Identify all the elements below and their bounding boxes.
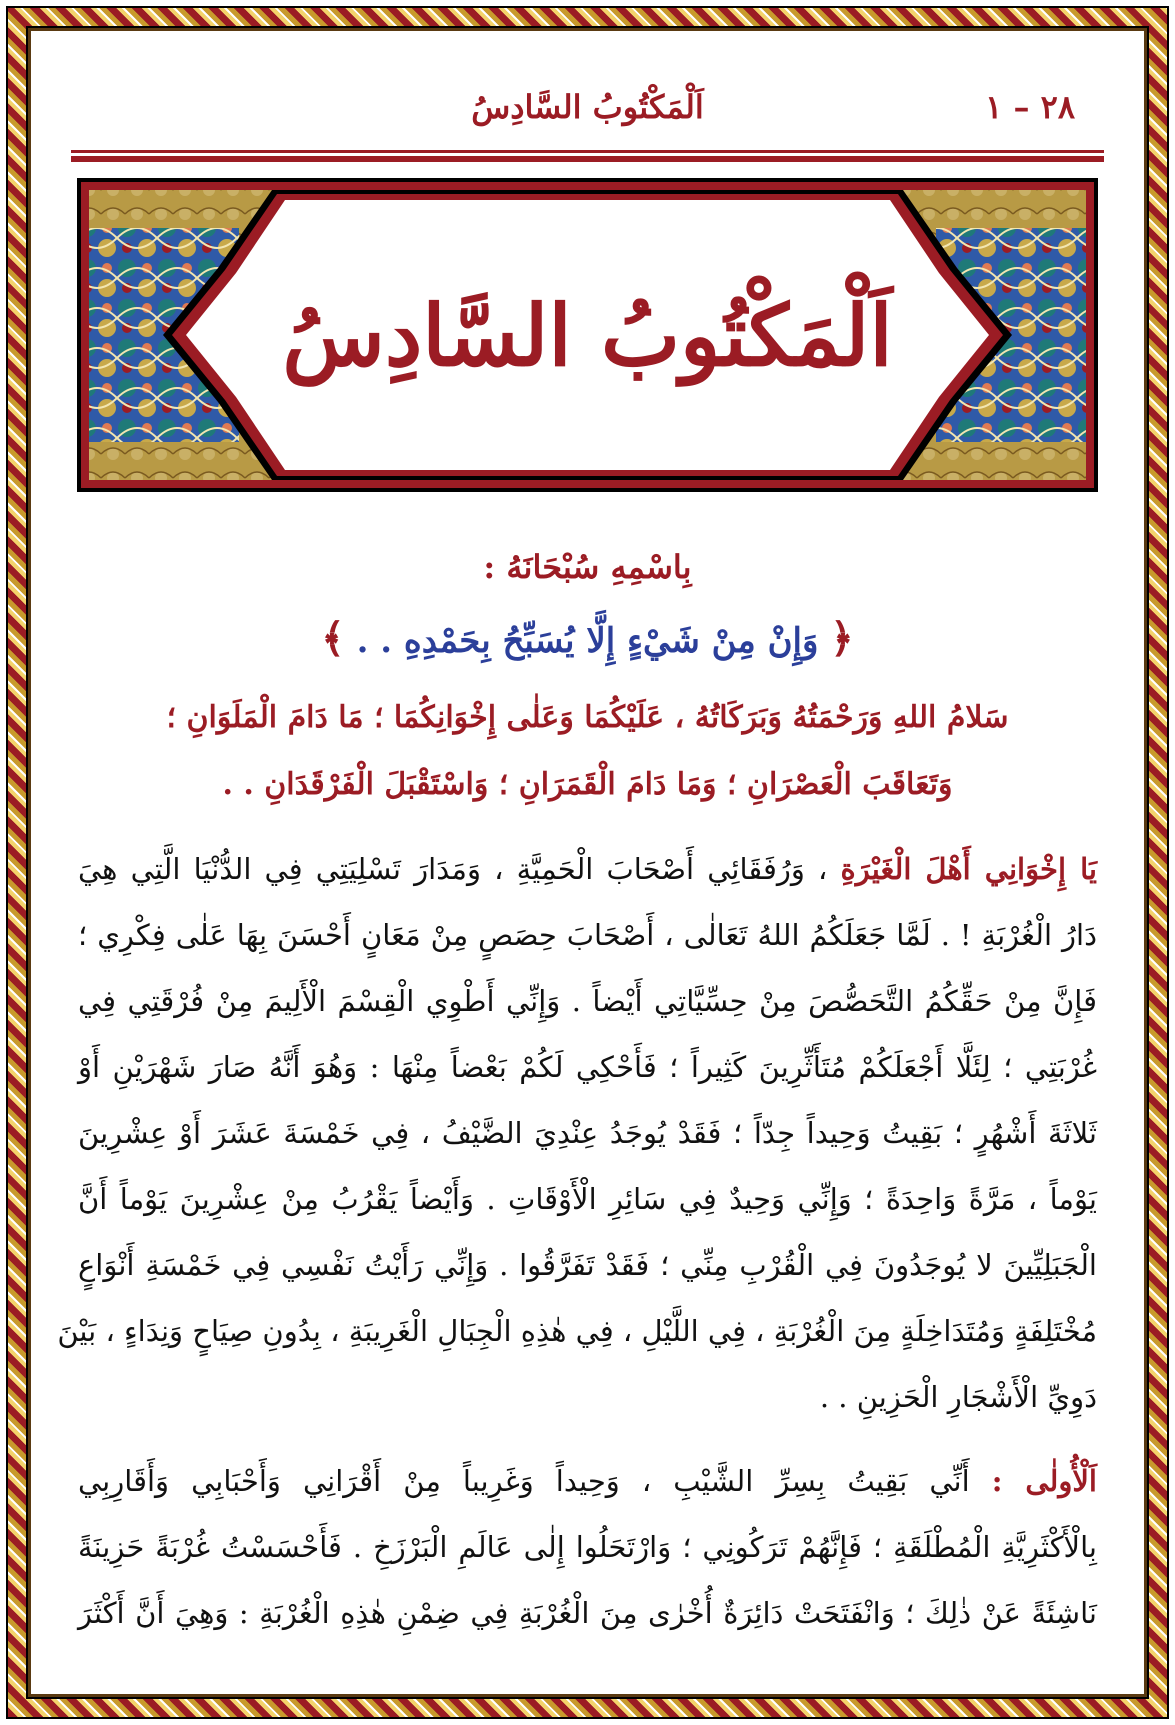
body-line: بِالْأَكْثَرِيَّةِ الْمُطْلَقَةِ ؛ فَإِنَّهُمْ تَرَكُونِي ؛ وَارْتَحَلُوا إِلٰى عَالَمِ الْبَرْزَخِ . فَأَحْسَسْتُ غُرْبَةً حَزِينَةً xyxy=(78,1530,1097,1564)
line-text: ، وَرُفَقَائِي أَصْحَابَ الْحَمِيَّةِ ، وَمَدَارَ تَسْلِيَتِي فِي الدُّنْيَا الَّتِي هِيَ xyxy=(78,852,828,886)
paragraph-lead: اَلْأُولٰى : xyxy=(991,1464,1097,1498)
running-header xyxy=(70,88,1105,138)
body-line: ثَلاثَةَ أَشْهُرٍ ؛ بَقِيتُ وَحِيداً جِدّاً ؛ فَقَدْ يُوجَدُ عِنْدِيَ الضَّيْفُ ، فِي خَمْسَةَ عَشَرَ أَوْ عِشْرِينَ xyxy=(78,1116,1097,1150)
ayah-quote xyxy=(80,615,1095,662)
body-line: يَوْماً ، مَرَّةً وَاحِدَةً ؛ وَإِنِّي وَحِيدٌ فِي سَائِرِ الْأَوْقَاتِ . وَأَيْضاً يَقْرُبُ مِنْ عِشْرِينَ يَوْماً أَنَّ xyxy=(78,1182,1097,1216)
header-rule-thin xyxy=(71,150,1104,153)
body-line: دَارُ الْغُرْبَةِ ! . لَمَّا جَعَلَكُمُ اللهُ تَعَالٰى ، أَصْحَابَ حِصَصٍ مِنْ مَعَانٍ أَحْسَنَ بِهَا عَلٰى فِكْرِي ؛ xyxy=(78,918,1097,952)
body-line: مُخْتَلِفَةٍ وَمُتَدَاخِلَةٍ مِنَ الْغُرْبَةِ ، فِي اللَّيْلِ ، فِي هٰذِهِ الْجِبَالِ الْغَرِيبَةِ ، بِدُونِ صِيَاحٍ وَنِدَاءٍ ، بَيْنَ xyxy=(57,1314,1097,1348)
banner-title: اَلْمَكْتُوبُ السَّادِسُ xyxy=(282,285,893,385)
paragraph-lead: يَا إِخْوَانِي أَهْلَ الْغَيْرَةِ xyxy=(840,852,1097,886)
ornate-bracket-right-icon: ﴿ xyxy=(830,615,854,662)
salam-line-2: وَتَعَاقَبَ الْعَصْرَانِ ؛ وَمَا دَامَ الْقَمَرَانِ ؛ وَاسْتَقْبَلَ الْفَرْقَدَانِ . . xyxy=(222,767,953,802)
basmala: بِاسْمِهِ سُبْحَانَهُ : xyxy=(483,548,692,586)
salam-line-1: سَلامُ اللهِ وَرَحْمَتُهُ وَبَرَكَاتُهُ ، عَلَيْكُمَا وَعَلٰى إِخْوَانِكُمَا ؛ مَا دَامَ الْمَلَوَانِ ؛ xyxy=(166,700,1009,735)
page-number: ٢٨ – ١ xyxy=(985,88,1075,126)
body-line xyxy=(78,1464,1097,1498)
body-line: دَوِيِّ الْأَشْجَارِ الْحَزِينِ . . xyxy=(819,1380,1097,1414)
body-line xyxy=(78,852,1097,886)
body-line: فَإِنَّ مِنْ حَقِّكُمُ التَّحَصُّصَ مِنْ حِسِّيَّاتِي أَيْضاً . وَإِنِّي أَطْوِي الْقِسْمَ الْأَلِيمَ مِنْ فُرْقَتِي فِي xyxy=(78,984,1097,1018)
body-line: نَاشِئَةً عَنْ ذٰلِكَ ؛ وَانْفَتَحَتْ دَائِرَةٌ أُخْرٰى مِنَ الْغُرْبَةِ فِي ضِمْنِ هٰذِهِ الْغُرْبَةِ : وَهِيَ أَنَّ أَكْثَرَ xyxy=(78,1596,1097,1630)
ayah-text: وَإِنْ مِنْ شَيْءٍ إِلَّا يُسَبِّحُ بِحَمْدِهِ . . xyxy=(356,621,819,661)
body-line: غُرْبَتِي ؛ لِئَلَّا أَجْعَلَكُمْ مُتَأَثِّرِينَ كَثِيراً ؛ فَأَحْكِي لَكُمْ بَعْضاً مِنْهَا : وَهُوَ أَنَّهُ صَارَ شَهْرَيْنِ أَوْ xyxy=(78,1050,1097,1084)
running-title: اَلْمَكْتُوبُ السَّادِسُ xyxy=(471,88,704,126)
line-text: أَنِّي بَقِيتُ بِسِرِّ الشَّيْبِ ، وَحِيداً وَغَرِيباً مِنْ أَقْرَانِي وَأَحْبَابِي وَأَقَارِبِي xyxy=(78,1464,970,1498)
ornate-bracket-left-icon: ﴾ xyxy=(321,615,345,662)
body-line: الْجَبَلِيِّينَ لا يُوجَدُونَ فِي الْقُرْبِ مِنِّي ؛ فَقَدْ تَفَرَّقُوا . وَإِنِّي رَأَيْتُ نَفْسِي فِي خَمْسَةِ أَنْوَاعٍ xyxy=(78,1248,1097,1282)
header-rule-thick xyxy=(71,156,1104,162)
